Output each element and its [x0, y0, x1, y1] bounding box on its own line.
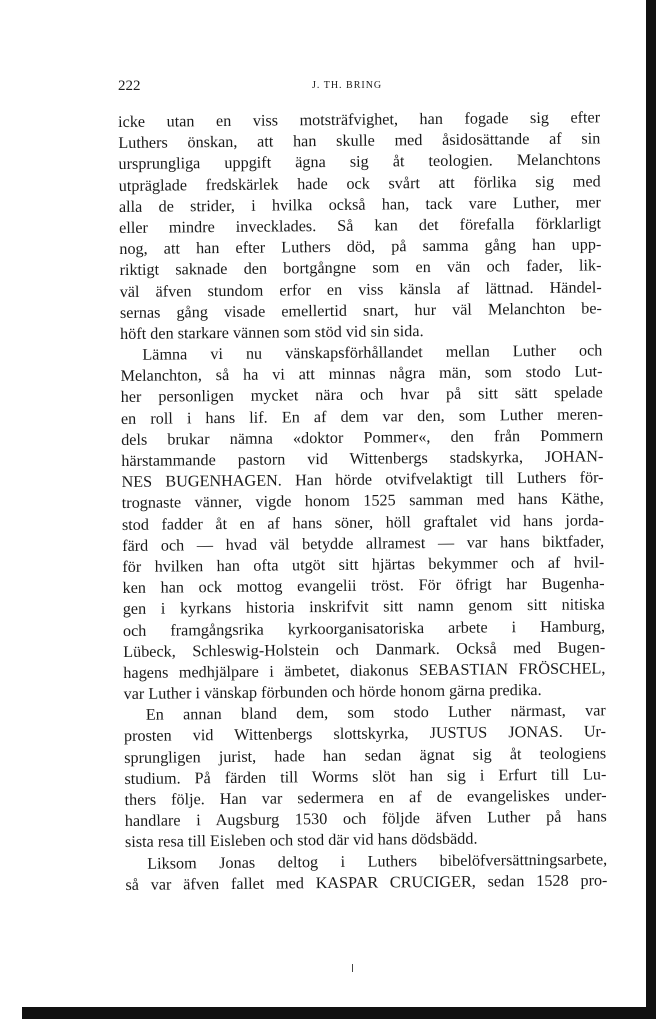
- text-line: väl äfven stundom erfor en viss känsla af lättnad. Händel-: [119, 277, 602, 301]
- text-line: her personligen mycket nära och hvar på sitt sätt spelade: [120, 383, 603, 407]
- text-line: gen i kyrkans historia inskrifvit sitt namn genom sitt nitiska: [122, 595, 605, 619]
- scan-speck: [352, 964, 353, 972]
- text-line: sprungligen jurist, hade han sedan ägnat sig åt teologiens: [124, 743, 607, 767]
- text-line: sernas gång visade emellertid snart, hur väl Melanchton be-: [119, 299, 602, 322]
- text-line: prosten vid Wittenbergs slottskyrka, JUSTUS JONAS. Ur-: [123, 722, 607, 746]
- page-number: 222: [118, 78, 141, 94]
- scan-edge-bottom: [22, 1007, 656, 1019]
- text-line: var Luther i vänskap förbunden och hörde honom gärna predika.: [123, 681, 542, 704]
- text-line: ursprungliga uppgift ägna sig åt teologien. Melanchtons: [118, 150, 601, 174]
- text-line: En annan bland dem, som stodo Luther närmast, var: [145, 701, 606, 725]
- text-line: Lübeck, Schleswig-Holstein och Danmark. Också med Bugen-: [123, 638, 606, 661]
- text-line: riktigt saknade den bortgångne som en vän och fader, lik-: [119, 256, 602, 280]
- text-line: sista resa till Eisleben och stod där vid hans dödsbädd.: [124, 829, 478, 852]
- scan-edge-right: [646, 0, 656, 1019]
- text-line: NES BUGENHAGEN. Han hörde otvifvelaktigt till Luthers för-: [121, 468, 604, 492]
- text-line: nog, att han efter Luthers död, på samma gång han upp-: [119, 235, 602, 259]
- text-line: så var äfven fallet med KASPAR CRUCIGER, sedan 1528 pro-: [125, 871, 608, 894]
- text-line: Lämna vi nu vänskapsförhållandet mellan Luther och: [142, 341, 603, 364]
- text-line: härstammande pastorn vid Wittenbergs stadskyrka, JOHAN-: [121, 447, 604, 470]
- text-line: icke utan en viss motsträfvighet, han fogade sig efter: [118, 108, 601, 131]
- text-line: Melanchton, så ha vi att minnas några män, som stodo Lut-: [120, 362, 603, 386]
- text-line: studium. På färden till Worms slöt han sig i Erfurt till Lu-: [124, 765, 607, 788]
- text-line: thers följe. Han var sedermera en af de evangeliskes under-: [124, 786, 607, 809]
- text-line: hagens medhjälpare i ämbetet, diakonus SEBASTIAN FRÖSCHEL,: [123, 659, 606, 682]
- text-line: handlare i Augsburg 1530 och följde äfven Luther på hans: [124, 807, 607, 831]
- text-line: dels brukar nämna «doktor Pommer«, den från Pommern: [121, 426, 604, 449]
- text-line: för hvilken han ofta utgöt sitt hjärtas bekymmer och af hvil-: [122, 553, 605, 576]
- text-line: Liksom Jonas deltog i Luthers bibelöfversättningsarbete,: [147, 849, 608, 873]
- text-line: eller mindre invecklades. Så kan det förefalla förklarligt: [119, 214, 602, 237]
- text-line: stod fadder åt en af hans söner, höll graftalet vid hans jorda-: [121, 510, 605, 534]
- text-line: höft den starkare vännen som stöd vid sin sida.: [120, 321, 424, 343]
- text-line: alla de strider, i hvilka också han, tack vare Luther, mer: [118, 193, 601, 216]
- text-line: och framgångsrika kyrkoorganisatoriska arbete i Hamburg,: [122, 616, 606, 640]
- body-text: [118, 107, 608, 896]
- page-header: [118, 78, 598, 98]
- text-line: Luthers önskan, att han skulle med åsidosättande af sin: [118, 129, 601, 153]
- text-line: färd och — hvad väl betydde allramest — var hans biktfader,: [122, 532, 605, 555]
- text-line: utpräglade fredskärlek hade ock svårt att förlika sig med: [118, 171, 601, 195]
- text-line: trognaste vänner, vigde honom 1525 samman med hans Käthe,: [121, 489, 604, 513]
- text-line: en roll i hans lif. En af dem var den, som Luther meren-: [120, 404, 604, 428]
- running-head: J. TH. BRING: [312, 80, 383, 91]
- text-line: ken han ock mottog evangelii tröst. För öfrigt har Bugenha-: [122, 574, 605, 598]
